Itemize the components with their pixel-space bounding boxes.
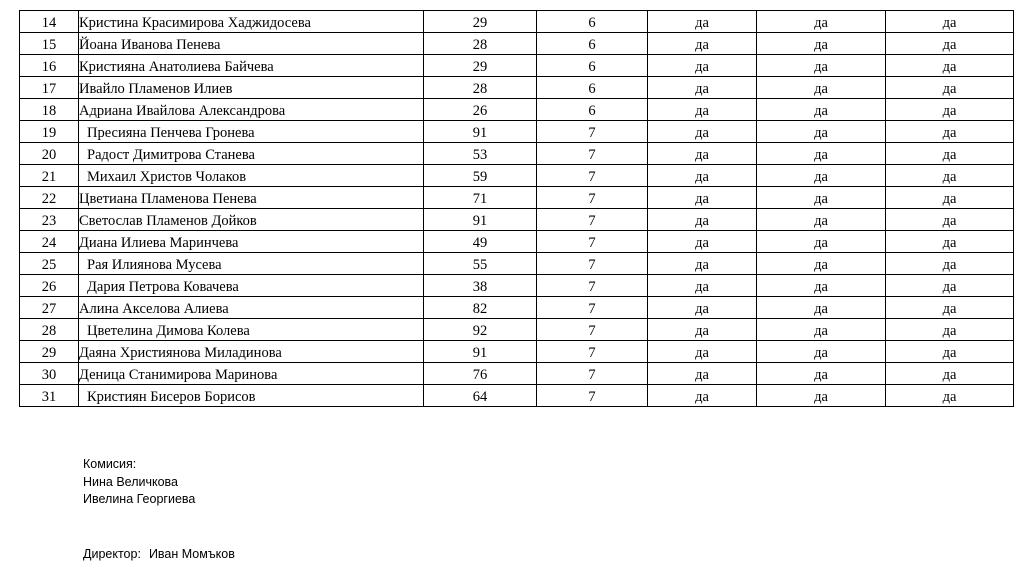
yes-cell-1: да <box>648 55 757 77</box>
yes-cell-1: да <box>648 275 757 297</box>
row-number: 16 <box>20 55 79 77</box>
row-number: 26 <box>20 275 79 297</box>
points-cell: 59 <box>424 165 537 187</box>
grade-cell: 7 <box>537 341 648 363</box>
grade-cell: 7 <box>537 187 648 209</box>
student-name: Адриана Ивайлова Александрова <box>79 99 424 121</box>
results-table-body <box>20 11 1014 407</box>
student-name: Светослав Пламенов Дойков <box>79 209 424 231</box>
grade-cell: 7 <box>537 143 648 165</box>
yes-cell-1: да <box>648 143 757 165</box>
yes-cell-1: да <box>648 297 757 319</box>
yes-cell-1: да <box>648 209 757 231</box>
yes-cell-3: да <box>886 385 1014 407</box>
points-cell: 29 <box>424 11 537 33</box>
grade-cell: 7 <box>537 275 648 297</box>
student-name: Рая Илиянова Мусева <box>79 253 424 275</box>
commission-member: Ивелина Георгиева <box>83 492 196 506</box>
table-row <box>20 187 1014 209</box>
grade-cell: 7 <box>537 297 648 319</box>
yes-cell-2: да <box>757 209 886 231</box>
yes-cell-1: да <box>648 77 757 99</box>
yes-cell-1: да <box>648 363 757 385</box>
points-cell: 26 <box>424 99 537 121</box>
row-number: 29 <box>20 341 79 363</box>
row-number: 18 <box>20 99 79 121</box>
table-row <box>20 319 1014 341</box>
director-line <box>83 546 235 564</box>
table-row <box>20 33 1014 55</box>
points-cell: 64 <box>424 385 537 407</box>
yes-cell-2: да <box>757 363 886 385</box>
grade-cell: 7 <box>537 319 648 341</box>
grade-cell: 7 <box>537 165 648 187</box>
yes-cell-3: да <box>886 33 1014 55</box>
yes-cell-2: да <box>757 99 886 121</box>
points-cell: 55 <box>424 253 537 275</box>
grade-cell: 7 <box>537 385 648 407</box>
points-cell: 91 <box>424 209 537 231</box>
yes-cell-1: да <box>648 231 757 253</box>
yes-cell-3: да <box>886 209 1014 231</box>
student-name: Пресияна Пенчева Гронева <box>79 121 424 143</box>
grade-cell: 7 <box>537 363 648 385</box>
table-row <box>20 209 1014 231</box>
student-name: Кристияна Анатолиева Байчева <box>79 55 424 77</box>
row-number: 14 <box>20 11 79 33</box>
grade-cell: 7 <box>537 253 648 275</box>
student-name: Йоана Иванова Пенева <box>79 33 424 55</box>
row-number: 23 <box>20 209 79 231</box>
yes-cell-3: да <box>886 121 1014 143</box>
grade-cell: 6 <box>537 99 648 121</box>
student-name: Дария Петрова Ковачева <box>79 275 424 297</box>
table-row <box>20 55 1014 77</box>
student-name: Даяна Християнова Миладинова <box>79 341 424 363</box>
yes-cell-2: да <box>757 143 886 165</box>
yes-cell-3: да <box>886 319 1014 341</box>
student-name: Радост Димитрова Станева <box>79 143 424 165</box>
table-row <box>20 11 1014 33</box>
row-number: 31 <box>20 385 79 407</box>
points-cell: 29 <box>424 55 537 77</box>
student-name: Кристина Красимирова Хаджидосева <box>79 11 424 33</box>
student-name: Цветелина Димова Колева <box>79 319 424 341</box>
yes-cell-1: да <box>648 33 757 55</box>
yes-cell-2: да <box>757 385 886 407</box>
table-row <box>20 77 1014 99</box>
table-row <box>20 253 1014 275</box>
student-name: Алина Акселова Алиева <box>79 297 424 319</box>
grade-cell: 7 <box>537 209 648 231</box>
points-cell: 28 <box>424 33 537 55</box>
table-row <box>20 99 1014 121</box>
table-row <box>20 385 1014 407</box>
student-name: Цветиана Пламенова Пенева <box>79 187 424 209</box>
yes-cell-2: да <box>757 11 886 33</box>
grade-cell: 7 <box>537 231 648 253</box>
points-cell: 53 <box>424 143 537 165</box>
yes-cell-2: да <box>757 297 886 319</box>
row-number: 21 <box>20 165 79 187</box>
table-row <box>20 231 1014 253</box>
table-row <box>20 143 1014 165</box>
table-row <box>20 275 1014 297</box>
yes-cell-1: да <box>648 165 757 187</box>
table-row <box>20 297 1014 319</box>
yes-cell-3: да <box>886 11 1014 33</box>
points-cell: 49 <box>424 231 537 253</box>
yes-cell-3: да <box>886 297 1014 319</box>
points-cell: 38 <box>424 275 537 297</box>
yes-cell-1: да <box>648 11 757 33</box>
director-label: Директор: <box>83 546 141 561</box>
yes-cell-1: да <box>648 385 757 407</box>
student-name: Михаил Христов Чолаков <box>79 165 424 187</box>
yes-cell-2: да <box>757 231 886 253</box>
row-number: 15 <box>20 33 79 55</box>
yes-cell-3: да <box>886 341 1014 363</box>
yes-cell-2: да <box>757 165 886 187</box>
yes-cell-2: да <box>757 77 886 99</box>
yes-cell-2: да <box>757 55 886 77</box>
yes-cell-3: да <box>886 231 1014 253</box>
student-name: Кристиян Бисеров Борисов <box>79 385 424 407</box>
commission-member: Нина Величкова <box>83 474 179 489</box>
row-number: 27 <box>20 297 79 319</box>
yes-cell-1: да <box>648 341 757 363</box>
points-cell: 28 <box>424 77 537 99</box>
yes-cell-1: да <box>648 121 757 143</box>
row-number: 20 <box>20 143 79 165</box>
student-name: Ивайло Пламенов Илиев <box>79 77 424 99</box>
row-number: 17 <box>20 77 79 99</box>
points-cell: 91 <box>424 121 537 143</box>
yes-cell-1: да <box>648 319 757 341</box>
yes-cell-3: да <box>886 165 1014 187</box>
grade-cell: 6 <box>537 11 648 33</box>
points-cell: 71 <box>424 187 537 209</box>
yes-cell-2: да <box>757 121 886 143</box>
points-cell: 82 <box>424 297 537 319</box>
yes-cell-2: да <box>757 319 886 341</box>
table-row <box>20 341 1014 363</box>
row-number: 28 <box>20 319 79 341</box>
row-number: 25 <box>20 253 79 275</box>
student-name: Диана Илиева Маринчева <box>79 231 424 253</box>
director-name: Иван Момъков <box>148 546 235 561</box>
table-row <box>20 165 1014 187</box>
yes-cell-3: да <box>886 99 1014 121</box>
yes-cell-3: да <box>886 55 1014 77</box>
yes-cell-3: да <box>886 363 1014 385</box>
results-table <box>19 10 1014 407</box>
yes-cell-3: да <box>886 253 1014 275</box>
row-number: 19 <box>20 121 79 143</box>
yes-cell-1: да <box>648 187 757 209</box>
yes-cell-3: да <box>886 77 1014 99</box>
grade-cell: 6 <box>537 77 648 99</box>
commission-label: Комисия: <box>83 457 137 471</box>
yes-cell-3: да <box>886 187 1014 209</box>
yes-cell-1: да <box>648 253 757 275</box>
student-name: Деница Станимирова Маринова <box>79 363 424 385</box>
grade-cell: 6 <box>537 33 648 55</box>
yes-cell-2: да <box>757 275 886 297</box>
table-row <box>20 121 1014 143</box>
points-cell: 92 <box>424 319 537 341</box>
row-number: 30 <box>20 363 79 385</box>
yes-cell-3: да <box>886 143 1014 165</box>
yes-cell-2: да <box>757 341 886 363</box>
row-number: 22 <box>20 187 79 209</box>
grade-cell: 6 <box>537 55 648 77</box>
yes-cell-2: да <box>757 33 886 55</box>
yes-cell-1: да <box>648 99 757 121</box>
table-row <box>20 363 1014 385</box>
points-cell: 76 <box>424 363 537 385</box>
yes-cell-3: да <box>886 275 1014 297</box>
grade-cell: 7 <box>537 121 648 143</box>
yes-cell-2: да <box>757 253 886 275</box>
points-cell: 91 <box>424 341 537 363</box>
yes-cell-2: да <box>757 187 886 209</box>
signature-block <box>83 456 235 563</box>
row-number: 24 <box>20 231 79 253</box>
